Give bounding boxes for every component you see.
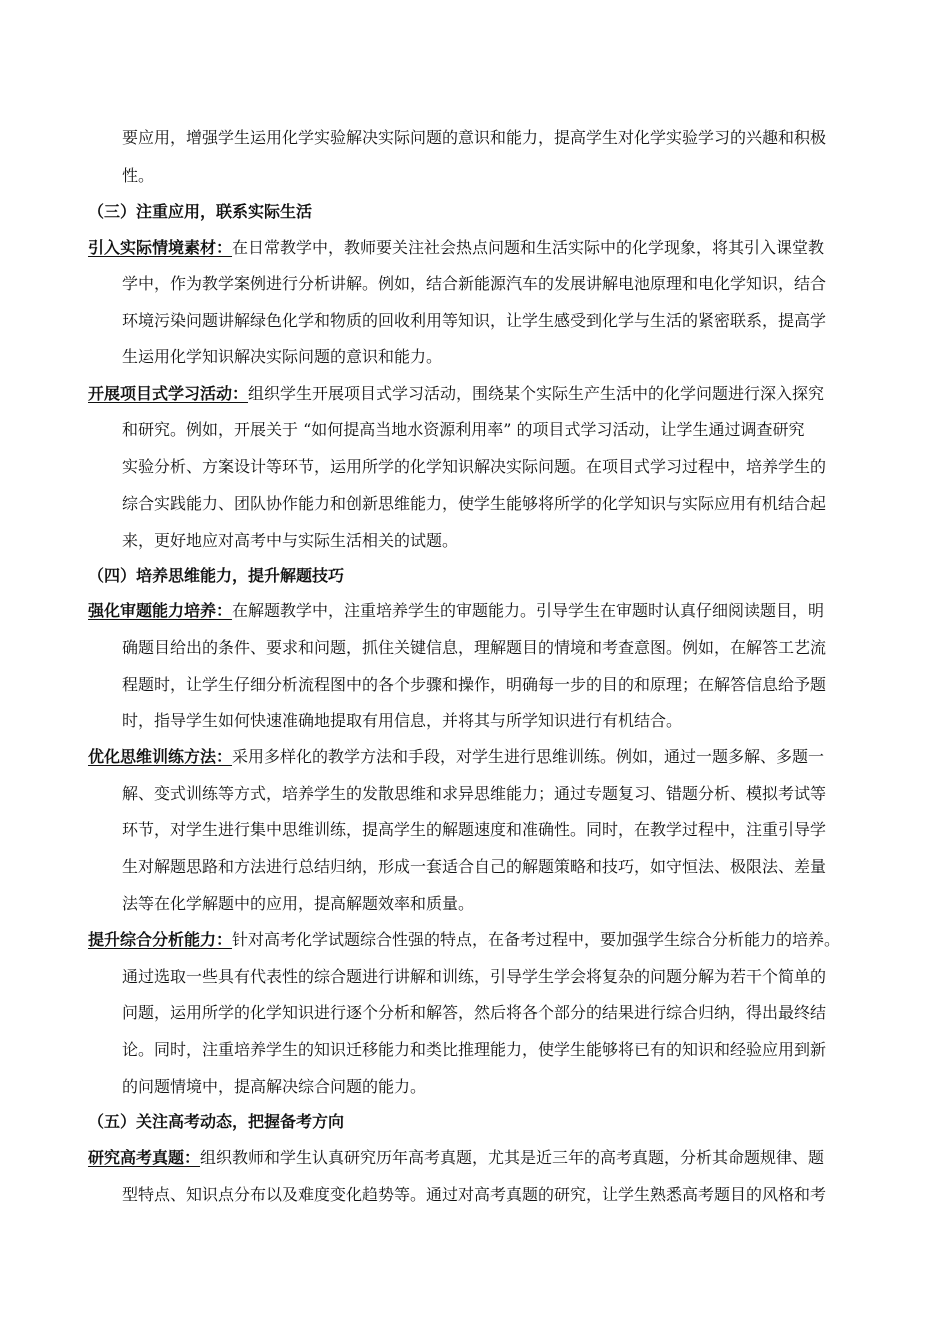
item-term: 强化审题能力培养： [88, 601, 233, 620]
paragraph-line: 型特点、知识点分布以及难度变化趋势等。通过对高考真题的研究，让学生熟悉高考题目的风格和考 [122, 1185, 827, 1204]
paragraph-line: 问题，运用所学的化学知识进行逐个分析和解答，然后将各个部分的结果进行综合归纳，得出最终结 [122, 1003, 827, 1022]
item-text: 在日常教学中，教师要关注社会热点问题和生活实际中的化学现象，将其引入课堂教 [232, 238, 825, 257]
item-term: 提升综合分析能力： [88, 930, 233, 949]
item-term: 优化思维训练方法： [88, 747, 233, 766]
paragraph-line: 来，更好地应对高考中与实际生活相关的试题。 [122, 531, 459, 550]
section-heading: （五）关注高考动态，把握备考方向 [88, 1112, 345, 1131]
paragraph-line: 实验分析、方案设计等环节，运用所学的化学知识解决实际问题。在项目式学习过程中，培养学生的 [122, 457, 827, 476]
paragraph-line: 生运用化学知识解决实际问题的意识和能力。 [122, 347, 443, 366]
item-text: 针对高考化学试题综合性强的特点，在备考过程中，要加强学生综合分析能力的培养。 [232, 930, 841, 949]
paragraph-line: 通过选取一些具有代表性的综合题进行讲解和训练，引导学生学会将复杂的问题分解为若干个简单的 [122, 967, 827, 986]
paragraph-line: 学中，作为教学案例进行分析讲解。例如，结合新能源汽车的发展讲解电池原理和电化学知识，结合 [122, 274, 827, 293]
paragraph-line: 论。同时，注重培养学生的知识迁移能力和类比推理能力，使学生能够将已有的知识和经验应用到新 [122, 1040, 827, 1059]
item-first-line [88, 601, 824, 621]
paragraph-line: 程题时，让学生仔细分析流程图中的各个步骤和操作，明确每一步的目的和原理；在解答信息给予题 [122, 675, 827, 694]
item-first-line [88, 930, 840, 950]
item-text: 在解题教学中，注重培养学生的审题能力。引导学生在审题时认真仔细阅读题目，明 [232, 601, 825, 620]
paragraph-line: 时，指导学生如何快速准确地提取有用信息，并将其与所学知识进行有机结合。 [122, 711, 683, 730]
paragraph-line: 要应用，增强学生运用化学实验解决实际问题的意识和能力，提高学生对化学实验学习的兴趣和积极 [122, 128, 827, 147]
item-first-line [88, 384, 824, 404]
item-first-line [88, 747, 824, 767]
paragraph-line: 环境污染问题讲解绿色化学和物质的回收利用等知识，让学生感受到化学与生活的紧密联系，提高学 [122, 311, 827, 330]
item-first-line [88, 238, 824, 258]
paragraph-line: 法等在化学解题中的应用，提高解题效率和质量。 [122, 894, 475, 913]
paragraph-line: 综合实践能力、团队协作能力和创新思维能力，使学生能够将所学的化学知识与实际应用有机结合起 [122, 494, 827, 513]
section-heading: （三）注重应用，联系实际生活 [88, 202, 313, 221]
paragraph-line: 性。 [122, 166, 155, 185]
paragraph-line: 环节，对学生进行集中思维训练，提高学生的解题速度和准确性。同时，在教学过程中，注重引导学 [122, 820, 827, 839]
paragraph-line: 生对解题思路和方法进行总结归纳，形成一套适合自己的解题策略和技巧，如守恒法、极限法、差量 [122, 857, 827, 876]
paragraph-line: 解、变式训练等方式，培养学生的发散思维和求异思维能力；通过专题复习、错题分析、模拟考试等 [122, 784, 827, 803]
paragraph-line: 确题目给出的条件、要求和问题，抓住关键信息，理解题目的情境和考查意图。例如，在解答工艺流 [122, 638, 827, 657]
section-heading: （四）培养思维能力，提升解题技巧 [88, 566, 345, 585]
item-text: 组织教师和学生认真研究历年高考真题，尤其是近三年的高考真题，分析其命题规律、题 [200, 1148, 825, 1167]
paragraph-line: 和研究。例如，开展关于 “如何提高当地水资源利用率” 的项目式学习活动，让学生通过调查研究 [122, 420, 805, 439]
item-term: 研究高考真题： [88, 1148, 201, 1167]
item-term: 引入实际情境素材： [88, 238, 233, 257]
item-first-line [88, 1148, 824, 1168]
item-term: 开展项目式学习活动： [88, 384, 249, 403]
paragraph-line: 的问题情境中，提高解决综合问题的能力。 [122, 1077, 427, 1096]
item-text: 组织学生开展项目式学习活动，围绕某个实际生产生活中的化学问题进行深入探究 [248, 384, 825, 403]
item-text: 采用多样化的教学方法和手段，对学生进行思维训练。例如，通过一题多解、多题一 [232, 747, 825, 766]
